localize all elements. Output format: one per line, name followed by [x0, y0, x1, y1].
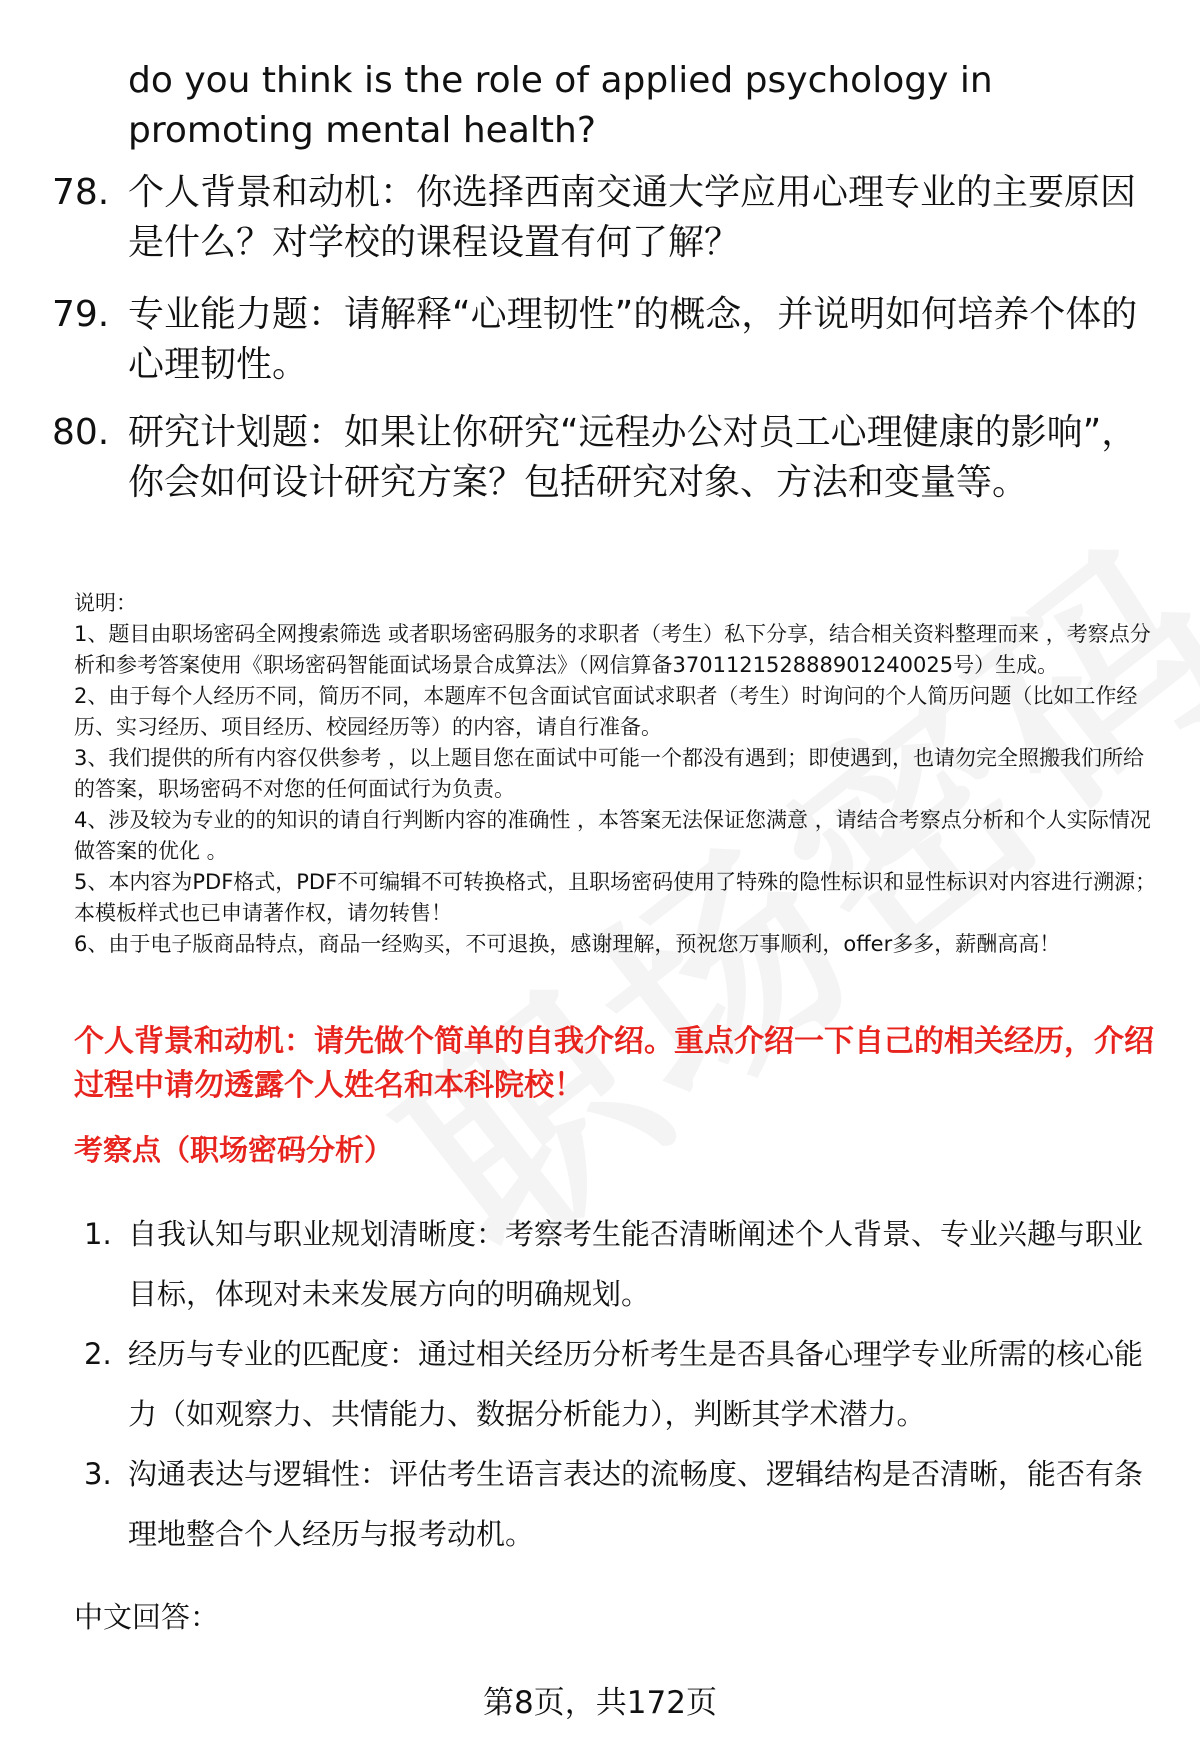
key-point-number: 1. — [84, 1217, 112, 1251]
question-number: 79. — [52, 294, 110, 335]
question-item — [52, 168, 1162, 268]
question-item — [52, 290, 1162, 390]
note-item: 5、本内容为PDF格式，PDF不可编辑不可转换格式，且职场密码使用了特殊的隐性标识和显性标识对内容进行溯源；本模板样式也已申请著作权，请勿转售！ — [74, 870, 1157, 925]
key-point-item — [84, 1444, 1164, 1564]
key-point-number: 3. — [84, 1457, 112, 1491]
answer-label: 中文回答： — [74, 1600, 220, 1634]
note-item: 2、由于每个人经历不同，简历不同，本题库不包含面试官面试求职者（考生）时询问的个人简历问题（比如工作经历、实习经历、项目经历、校园经历等）的内容，请自行准备。 — [74, 684, 1138, 739]
key-points-title: 考察点（职场密码分析） — [74, 1133, 394, 1167]
question-text: 个人背景和动机：你选择西南交通大学应用心理专业的主要原因是什么？对学校的课程设置有何了解？ — [128, 172, 1137, 263]
question-continuation: do you think is the role of applied psychology in promoting mental health? — [128, 60, 993, 151]
question-text: 研究计划题：如果让你研究“远程办公对员工心理健康的影响”，你会如何设计研究方案？包括研究对象、方法和变量等。 — [128, 412, 1138, 503]
interview-prompt: 个人背景和动机：请先做个简单的自我介绍。重点介绍一下自己的相关经历，介绍过程中请勿透露个人姓名和本科院校！ — [74, 1024, 1154, 1103]
question-number: 78. — [52, 172, 110, 213]
key-point-item — [84, 1204, 1164, 1324]
key-point-text: 经历与专业的匹配度：通过相关经历分析考生是否具备心理学专业所需的核心能力（如观察力、共情能力、数据分析能力），判断其学术潜力。 — [128, 1337, 1144, 1431]
question-number: 80. — [52, 412, 110, 453]
question-text: 专业能力题：请解释“心理韧性”的概念，并说明如何培养个体的心理韧性。 — [128, 294, 1138, 385]
page-footer: 第8页，共172页 — [483, 1685, 717, 1721]
key-point-text: 自我认知与职业规划清晰度：考察考生能否清晰阐述个人背景、专业兴趣与职业目标，体现对未来发展方向的明确规划。 — [128, 1217, 1144, 1311]
key-point-number: 2. — [84, 1337, 112, 1371]
notes-section — [74, 588, 1160, 960]
question-item — [52, 408, 1162, 508]
note-item: 1、题目由职场密码全网搜索筛选 或者职场密码服务的求职者（考生）私下分享，结合相关资料整理而来 ，考察点分析和参考答案使用《职场密码智能面试场景合成算法》（网信算备370112152888901240025号）生成。 — [74, 622, 1151, 677]
note-item: 4、涉及较为专业的的知识的请自行判断内容的准确性 ，本答案无法保证您满意 ，请结合考察点分析和个人实际情况做答案的优化 。 — [74, 808, 1151, 863]
key-points-list — [84, 1204, 1164, 1564]
note-item: 6、由于电子版商品特点，商品一经购买，不可退换，感谢理解，预祝您万事顺利，offer多多，薪酬高高！ — [74, 932, 1061, 956]
note-item: 3、我们提供的所有内容仅供参考 ，以上题目您在面试中可能一个都没有遇到；即使遇到，也请勿完全照搬我们所给的答案，职场密码不对您的任何面试行为负责。 — [74, 746, 1145, 801]
notes-title: 说明： — [74, 591, 137, 615]
key-point-text: 沟通表达与逻辑性：评估考生语言表达的流畅度、逻辑结构是否清晰，能否有条理地整合个人经历与报考动机。 — [128, 1457, 1144, 1551]
key-point-item — [84, 1324, 1164, 1444]
